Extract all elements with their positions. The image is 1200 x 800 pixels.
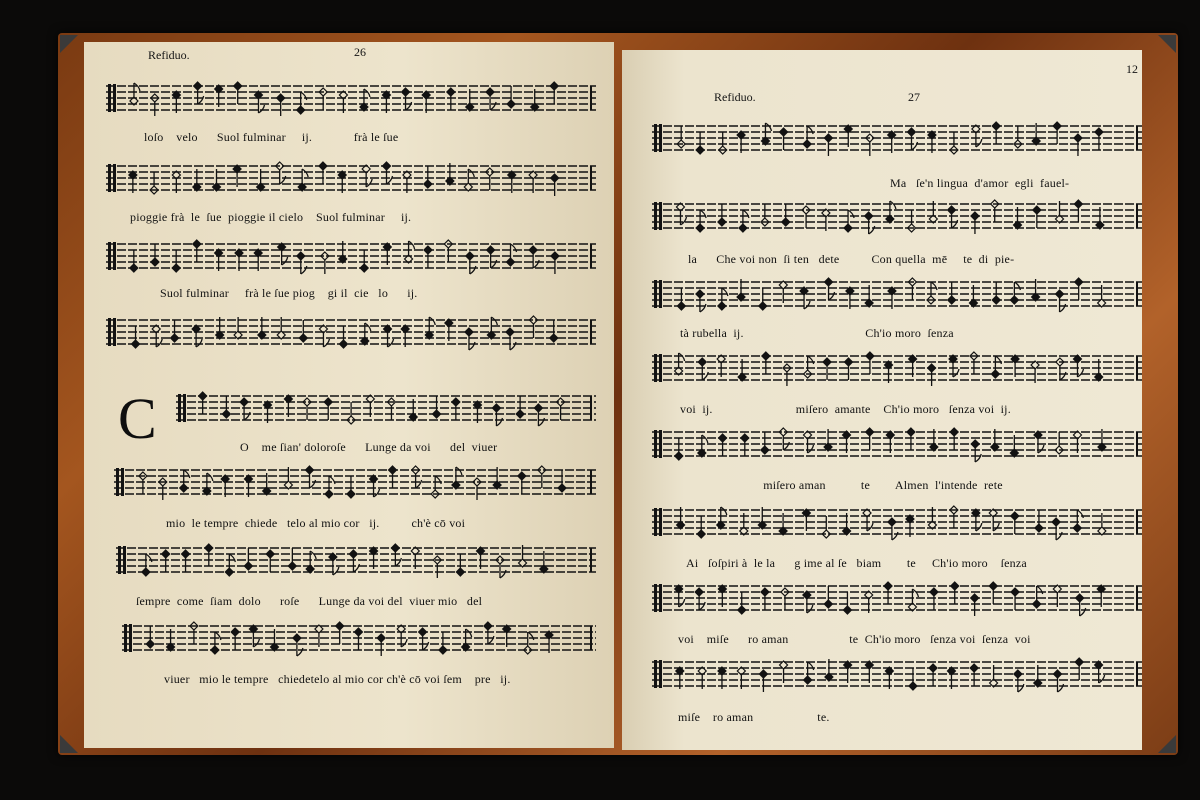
music-staff: [106, 158, 596, 198]
note-icon: [866, 352, 874, 374]
bar-line: [1136, 586, 1138, 610]
note-icon: [992, 122, 1000, 144]
note-icon: [948, 282, 956, 304]
note-icon: [347, 402, 355, 424]
note-icon: [550, 320, 558, 342]
note-icon: [824, 134, 832, 156]
note-icon: [142, 554, 152, 576]
note-icon: [738, 592, 746, 614]
note-icon: [431, 476, 441, 498]
bar-line: [590, 320, 592, 344]
clef-icon: [113, 242, 116, 270]
music-staff: [652, 578, 1142, 618]
note-icon: [551, 174, 559, 196]
note-icon: [132, 326, 140, 348]
note-icon: [929, 664, 937, 686]
bar-line: [590, 86, 592, 110]
staff-engraving: [652, 654, 1142, 694]
clef-icon: [113, 84, 116, 112]
music-staff: [652, 196, 1142, 236]
note-icon: [382, 162, 392, 184]
bar-line: [590, 626, 592, 650]
note-icon: [130, 250, 138, 272]
note-icon: [205, 544, 213, 566]
note-icon: [193, 240, 201, 262]
note-icon: [324, 398, 332, 420]
note-icon: [1075, 658, 1083, 680]
note-icon: [1056, 358, 1066, 380]
music-staff: [652, 424, 1142, 464]
clef-icon: [654, 660, 657, 688]
bar-line: [1136, 662, 1138, 686]
note-icon: [1073, 510, 1083, 532]
note-icon: [1010, 282, 1020, 304]
staff-engraving: [652, 578, 1142, 618]
note-icon: [266, 550, 274, 572]
lyric-line: O me ſian' doloroſe Lunge da voi del viuer: [240, 440, 498, 454]
note-icon: [211, 632, 221, 654]
note-icon: [288, 548, 296, 570]
note-icon: [496, 556, 506, 578]
left-page: [84, 42, 614, 748]
note-icon: [779, 428, 789, 450]
clef-icon: [129, 624, 132, 652]
note-icon: [325, 476, 335, 498]
note-icon: [447, 88, 455, 110]
clef-icon: [659, 280, 662, 308]
note-icon: [1056, 290, 1066, 312]
note-icon: [492, 404, 502, 426]
note-icon: [970, 352, 978, 374]
staff-engraving: [652, 118, 1142, 158]
note-icon: [225, 554, 235, 576]
note-icon: [1075, 278, 1083, 300]
staff-engraving: [106, 312, 596, 352]
note-icon: [1035, 510, 1043, 532]
note-icon: [231, 628, 239, 650]
note-icon: [888, 518, 898, 540]
staff-engraving: [106, 236, 596, 276]
note-icon: [971, 440, 981, 462]
staff-engraving: [114, 462, 596, 502]
note-icon: [172, 250, 180, 272]
note-icon: [151, 244, 159, 266]
clef-icon: [108, 84, 111, 112]
note-icon: [951, 582, 959, 604]
bar-line: [1136, 432, 1138, 456]
note-icon: [1053, 122, 1061, 144]
staff-engraving: [106, 78, 596, 118]
music-staff: [652, 654, 1142, 694]
note-icon: [782, 204, 790, 226]
note-icon: [804, 356, 814, 378]
note-icon: [424, 246, 432, 268]
note-icon: [1074, 134, 1082, 156]
lyric-line: ſempre come ſiam dolo roſe Lunge da voi del viuer mio del: [136, 594, 483, 608]
note-icon: [741, 434, 749, 456]
music-staff: [176, 388, 596, 428]
clef-icon: [654, 354, 657, 382]
note-icon: [950, 428, 958, 450]
note-icon: [473, 478, 481, 500]
note-icon: [360, 250, 368, 272]
bar-line: [590, 396, 592, 420]
note-icon: [347, 476, 355, 498]
note-icon: [1052, 518, 1062, 540]
note-icon: [506, 328, 516, 350]
clef-icon: [178, 394, 181, 422]
note-icon: [452, 398, 460, 420]
clef-icon: [124, 624, 127, 652]
staff-engraving: [652, 348, 1142, 388]
music-staff: [652, 502, 1142, 542]
note-icon: [845, 358, 853, 380]
clef-icon: [659, 660, 662, 688]
note-icon: [930, 588, 938, 610]
clef-icon: [108, 318, 111, 346]
bar-line: [1136, 126, 1138, 150]
note-icon: [439, 632, 447, 654]
bar-line: [1136, 510, 1138, 534]
music-staff: [114, 462, 596, 502]
lyric-line: miſe ro aman te.: [678, 710, 830, 724]
note-icon: [303, 398, 311, 420]
note-icon: [695, 588, 705, 610]
lyric-line: pioggie frà le ſue pioggie il cielo Suol fulminar ij.: [130, 210, 412, 224]
note-icon: [1076, 594, 1086, 616]
note-icon: [718, 204, 726, 226]
clef-icon: [659, 430, 662, 458]
note-icon: [971, 212, 979, 234]
note-icon: [1011, 588, 1019, 610]
note-icon: [843, 592, 851, 614]
note-icon: [199, 392, 207, 414]
note-icon: [884, 582, 892, 604]
clef-icon: [654, 584, 657, 612]
note-icon: [1033, 206, 1041, 228]
note-icon: [761, 432, 769, 454]
note-icon: [419, 628, 429, 650]
note-icon: [866, 428, 874, 450]
clef-icon: [659, 202, 662, 230]
note-icon: [822, 516, 830, 538]
clef-icon: [113, 318, 116, 346]
note-icon: [677, 288, 685, 310]
lyric-line: Ai ſoſpiri à le la g ime al ſe biam te Ch'io moro ſenza: [686, 556, 1027, 570]
clef-icon: [659, 508, 662, 536]
clef-icon: [123, 546, 126, 574]
lyric-line: Ma ſe'n lingua d'amor egli fauel-: [890, 176, 1070, 190]
lyric-line: miſero aman te Almen l'intende rete: [680, 478, 1003, 492]
note-icon: [1074, 200, 1082, 222]
clef-icon: [118, 546, 121, 574]
bar-line: [590, 244, 592, 268]
lyric-line: viuer mio le tempre chiedetelo al mio cor ch'è cō voi ſem pre ij.: [164, 672, 511, 686]
note-icon: [783, 364, 791, 386]
right-page: [622, 50, 1142, 750]
clef-icon: [183, 394, 186, 422]
page-number: 27: [908, 90, 920, 104]
note-icon: [781, 588, 789, 610]
bar-line: [590, 470, 592, 494]
note-icon: [762, 352, 770, 374]
lyric-line: Suol fulminar frà le ſue piog gi il cie lo ij.: [160, 286, 418, 300]
clef-icon: [654, 124, 657, 152]
clef-icon: [116, 468, 119, 496]
note-icon: [424, 166, 432, 188]
clef-icon: [659, 354, 662, 382]
note-icon: [387, 398, 395, 420]
note-icon: [529, 316, 537, 338]
note-icon: [354, 628, 362, 650]
note-icon: [927, 282, 937, 304]
note-icon: [484, 622, 494, 644]
clef-icon: [654, 508, 657, 536]
music-staff: [116, 540, 596, 580]
note-icon: [507, 86, 515, 108]
music-staff: [106, 236, 596, 276]
lyric-line: mio le tempre chiede telo al mio cor ij. ch'è cō voi: [166, 516, 466, 530]
lyric-line: tà rubella ij. Ch'io moro ſenza: [680, 326, 954, 340]
note-icon: [780, 128, 788, 150]
music-staff: [652, 274, 1142, 314]
note-icon: [486, 168, 494, 190]
clef-icon: [654, 280, 657, 308]
staff-engraving: [176, 388, 596, 428]
lyric-line: voi ij. miſero amante Ch'io moro ſenza voi ij.: [680, 402, 1011, 416]
note-icon: [507, 244, 517, 266]
note-icon: [433, 396, 441, 418]
note-icon: [182, 550, 190, 572]
lyric-line: loſo velo Suol fulminar ij. frà le ſue: [144, 130, 399, 144]
staff-engraving: [652, 274, 1142, 314]
note-icon: [171, 320, 179, 342]
music-staff: [652, 118, 1142, 158]
note-icon: [293, 634, 303, 656]
note-icon: [992, 282, 1000, 304]
note-icon: [696, 290, 706, 312]
note-icon: [950, 506, 958, 528]
note-icon: [240, 398, 250, 420]
music-staff: [106, 312, 596, 352]
note-icon: [907, 128, 917, 150]
note-icon: [804, 662, 814, 684]
note-icon: [1033, 586, 1043, 608]
note-icon: [697, 516, 705, 538]
note-icon: [823, 358, 831, 380]
note-icon: [306, 466, 316, 488]
staff-engraving: [652, 502, 1142, 542]
staff-engraving: [122, 618, 596, 658]
page-number: 26: [354, 45, 366, 59]
clef-icon: [654, 430, 657, 458]
note-icon: [146, 626, 154, 648]
decorated-initial: C: [118, 386, 157, 451]
note-icon: [336, 622, 344, 644]
folio-mark: 12: [1126, 62, 1138, 76]
note-icon: [991, 356, 1001, 378]
music-staff: [106, 78, 596, 118]
note-icon: [909, 668, 917, 690]
clef-icon: [108, 242, 111, 270]
note-icon: [518, 472, 526, 494]
bar-line: [590, 166, 592, 190]
note-icon: [1055, 432, 1063, 454]
note-icon: [989, 582, 997, 604]
note-icon: [412, 466, 422, 488]
bar-line: [590, 548, 592, 572]
note-icon: [516, 396, 524, 418]
note-icon: [534, 404, 544, 426]
bar-line: [1136, 282, 1138, 306]
note-icon: [759, 670, 767, 692]
note-icon: [928, 364, 936, 386]
note-icon: [1054, 670, 1064, 692]
note-icon: [159, 478, 167, 500]
note-icon: [907, 428, 915, 450]
note-icon: [433, 556, 441, 578]
page-header: Refiduo.: [148, 48, 190, 62]
staff-engraving: [652, 196, 1142, 236]
note-icon: [908, 278, 916, 300]
clef-icon: [121, 468, 124, 496]
note-icon: [389, 466, 397, 488]
staff-engraving: [106, 158, 596, 198]
note-icon: [1095, 128, 1103, 150]
note-icon: [244, 548, 252, 570]
note-icon: [456, 554, 464, 576]
bar-line: [1136, 356, 1138, 380]
note-icon: [698, 358, 708, 380]
note-icon: [718, 288, 728, 310]
clef-icon: [113, 164, 116, 192]
note-icon: [759, 288, 767, 310]
note-icon: [190, 622, 198, 644]
note-icon: [538, 466, 546, 488]
note-icon: [391, 544, 401, 566]
note-icon: [377, 634, 385, 656]
music-staff: [122, 618, 596, 658]
note-icon: [761, 588, 769, 610]
note-icon: [719, 434, 727, 456]
note-icon: [299, 320, 307, 342]
note-icon: [349, 550, 359, 572]
note-icon: [971, 594, 979, 616]
note-icon: [970, 664, 978, 686]
note-icon: [180, 470, 190, 492]
clef-icon: [108, 164, 111, 192]
note-icon: [139, 472, 147, 494]
note-icon: [524, 632, 534, 654]
music-staff: [652, 348, 1142, 388]
note-icon: [825, 278, 835, 300]
note-icon: [321, 252, 329, 274]
lyric-line: voi miſe ro aman te Ch'io moro ſenza voi ſenza voi: [678, 632, 1031, 646]
clef-icon: [659, 584, 662, 612]
note-icon: [551, 252, 559, 274]
staff-engraving: [116, 540, 596, 580]
note-icon: [1014, 670, 1024, 692]
bar-line: [1136, 204, 1138, 228]
note-icon: [696, 132, 704, 154]
note-icon: [824, 586, 832, 608]
note-icon: [319, 162, 327, 184]
note-icon: [675, 438, 683, 460]
clef-icon: [659, 124, 662, 152]
note-icon: [340, 326, 348, 348]
note-icon: [550, 82, 558, 104]
note-icon: [277, 94, 285, 116]
staff-engraving: [652, 424, 1142, 464]
note-icon: [234, 82, 242, 104]
page-header: Refiduo.: [714, 90, 756, 104]
clef-icon: [654, 202, 657, 230]
note-icon: [162, 550, 170, 572]
lyric-line: la Che voi non ſi ten dete Con quella mē te di pie-: [688, 252, 1015, 266]
note-icon: [465, 328, 475, 350]
note-icon: [1011, 512, 1019, 534]
note-icon: [222, 396, 230, 418]
note-icon: [558, 470, 566, 492]
note-icon: [557, 398, 565, 420]
